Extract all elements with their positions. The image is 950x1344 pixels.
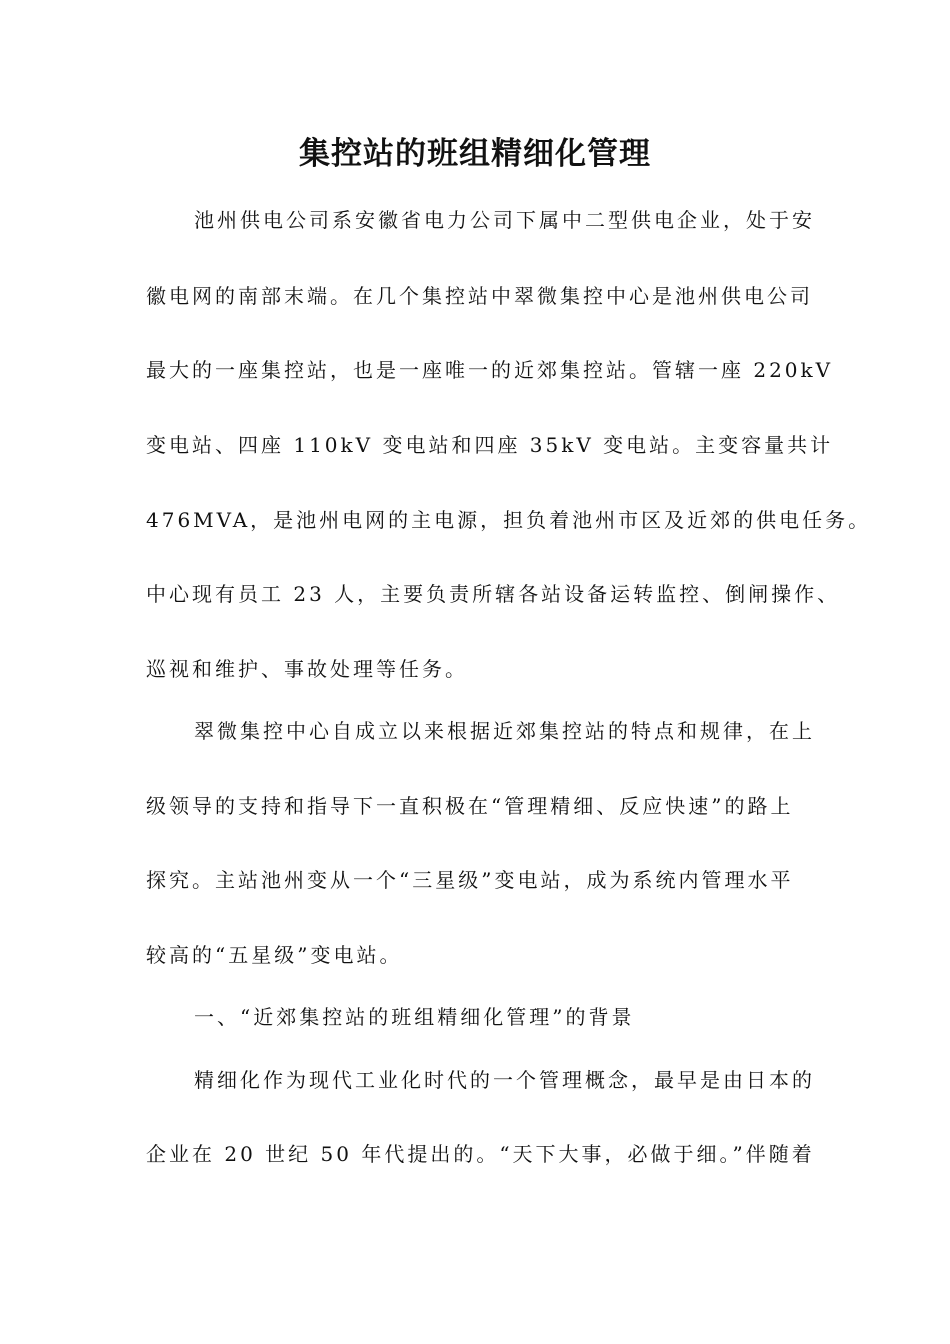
paragraph-1-line-2: 徽电网的南部末端。在几个集控站中翠微集控中心是池州供电公司	[146, 284, 813, 308]
paragraph-1-line-4: 变电站、四座 110kV 变电站和四座 35kV 变电站。主变容量共计	[146, 433, 834, 457]
paragraph-1-line-3: 最大的一座集控站，也是一座唯一的近郊集控站。管辖一座 220kV	[146, 358, 834, 382]
paragraph-2-line-1: 翠微集控中心自成立以来根据近郊集控站的特点和规律，在上	[194, 719, 815, 743]
paragraph-1-line-1: 池州供电公司系安徽省电力公司下属中二型供电企业，处于安	[194, 208, 815, 232]
paragraph-3-line-2: 企业在 20 世纪 50 年代提出的。“天下大事，必做于细。”伴随着	[146, 1142, 815, 1166]
paragraph-2-line-3: 探究。主站池州变从一个“三星级”变电站，成为系统内管理水平	[146, 868, 794, 892]
paragraph-2-line-2: 级领导的支持和指导下一直积极在“管理精细、反应快速”的路上	[146, 794, 794, 818]
paragraph-1-line-7: 巡视和维护、事故处理等任务。	[146, 657, 468, 681]
paragraph-1-line-6: 中心现有员工 23 人，主要负责所辖各站设备运转监控、倒闸操作、	[146, 582, 841, 606]
paragraph-3-line-1: 精细化作为现代工业化时代的一个管理概念，最早是由日本的	[194, 1068, 815, 1092]
paragraph-2-line-4: 较高的“五星级”变电站。	[146, 943, 403, 967]
section-heading: 一、“近郊集控站的班组精细化管理”的背景	[194, 1005, 635, 1029]
document-title: 集控站的班组精细化管理	[299, 136, 651, 172]
paragraph-1-line-5: 476MVA，是池州电网的主电源，担负着池州市区及近郊的供电任务。	[146, 508, 872, 532]
